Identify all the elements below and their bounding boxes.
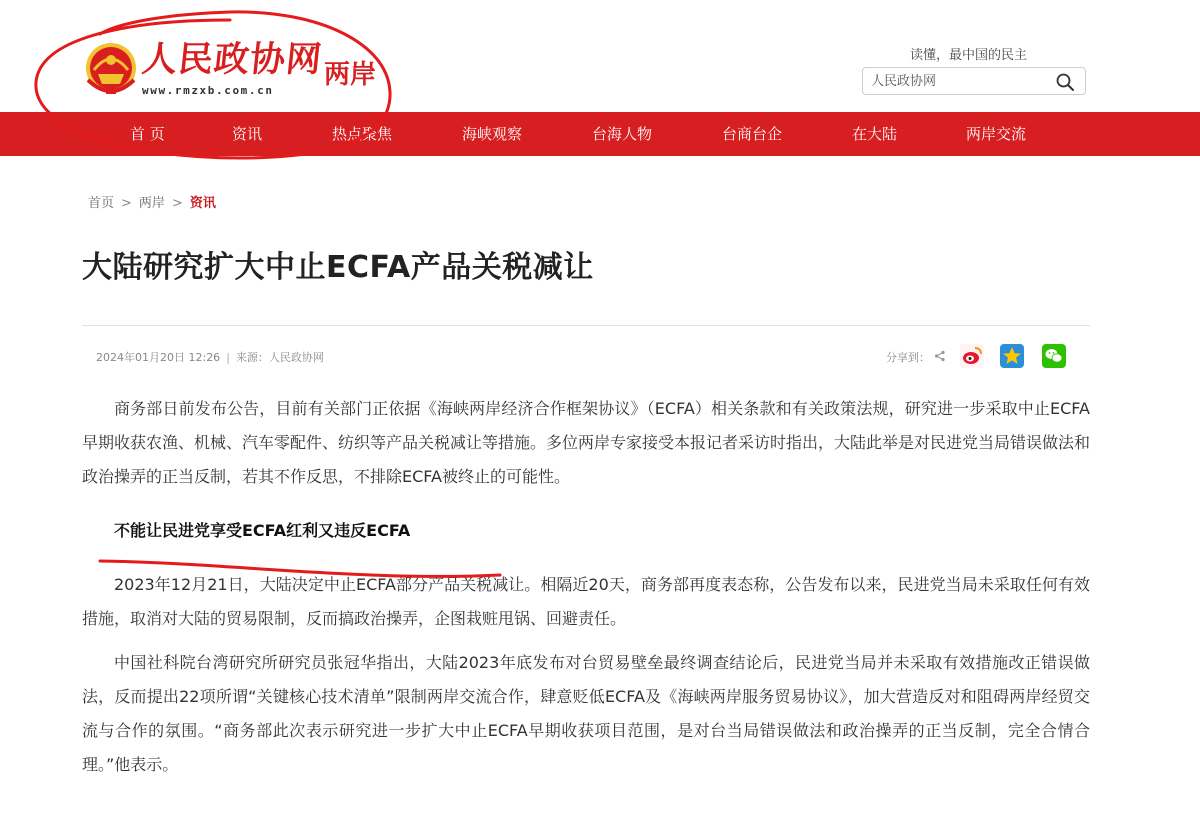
breadcrumb-separator: > (171, 196, 183, 211)
search-icon[interactable] (1055, 72, 1075, 92)
title-divider (82, 325, 1090, 326)
nav-item-news[interactable]: 资讯 (232, 125, 263, 143)
nav-item-taiwan-business[interactable]: 台商台企 (722, 125, 783, 143)
site-slogan: 读懂，最中国的民主 (910, 48, 1028, 63)
nav-item-strait-watch[interactable]: 海峡观察 (462, 125, 523, 143)
nav-item-people[interactable]: 台海人物 (592, 125, 653, 143)
article-paragraph: 中国社科院台湾研究所研究员张冠华指出，大陆2023年底发布对台贸易壁垒最终调查结论后，民进党当局并未采取有效措施改正错误做法，反而提出22项所谓“关键核心技术清单”限制两岸交流合作，肆意贬低ECFA及《海峡两岸服务贸易协议》，加大营造反对和阻碍两岸经贸交流与合作的氛围。“商务部此次表示研究进一步扩大中止ECFA早期收获项目范围，是对台当局错误做法和政治操弄的正当反制，完全合情合理。”他表示。 (82, 653, 1090, 774)
wechat-icon[interactable] (1042, 344, 1066, 368)
breadcrumb (88, 192, 216, 211)
share-label: 分享到： (886, 351, 930, 364)
qzone-icon[interactable] (1000, 344, 1024, 368)
breadcrumb-current[interactable]: 资讯 (189, 196, 216, 211)
nav-item-exchange[interactable]: 两岸交流 (966, 125, 1027, 143)
cppcc-emblem-icon[interactable] (80, 40, 142, 98)
article-source: 来源：人民政协网 (235, 351, 324, 364)
breadcrumb-home[interactable]: 首页 (88, 196, 115, 211)
publish-date: 2024年01月20日 12:26 (96, 351, 221, 364)
nav-item-home[interactable]: 首 页 (130, 125, 165, 143)
share-icon (934, 350, 946, 362)
article-title: 大陆研究扩大中止ECFA产品关税减让 (82, 250, 594, 285)
brand-url: www.rmzxb.com.cn (142, 84, 274, 97)
site-header (0, 0, 1200, 112)
search-box (862, 67, 1086, 95)
main-nav (0, 112, 1200, 156)
article-paragraph: 商务部日前发布公告，目前有关部门正依据《海峡两岸经济合作框架协议》（ECFA）相关条款和有关政策法规，研究进一步采取中止ECFA早期收获农渔、机械、汽车零配件、纺织等产品关税减让等措施。多位两岸专家接受本报记者采访时指出，大陆此举是对民进党当局错误做法和政治操弄的正当反制，若其不作反思，不排除ECFA被终止的可能性。 (82, 399, 1091, 486)
channel-name[interactable]: 两岸 (324, 60, 377, 90)
brand-name[interactable]: 人民政协网 (139, 39, 325, 80)
breadcrumb-separator: > (121, 196, 132, 211)
article-subheading: 不能让民进党享受ECFA红利又违反ECFA (114, 521, 411, 540)
search-input[interactable] (871, 71, 1041, 91)
breadcrumb-channel[interactable]: 两岸 (138, 196, 165, 211)
nav-item-hot-topics[interactable]: 热点聚焦 (332, 125, 393, 143)
article-meta: 2024年01月20日 12:26 | 来源：人民政协网 (96, 351, 324, 364)
nav-item-in-mainland[interactable]: 在大陆 (852, 125, 898, 143)
weibo-icon[interactable] (960, 344, 984, 368)
article-paragraph: 2023年12月21日，大陆决定中止ECFA部分产品关税减让。相隔近20天，商务部再度表态称，公告发布以来，民进党当局未采取任何有效措施，取消对大陆的贸易限制，反而搞政治操弄，企图栽赃甩锅、回避责任。 (82, 575, 1090, 628)
